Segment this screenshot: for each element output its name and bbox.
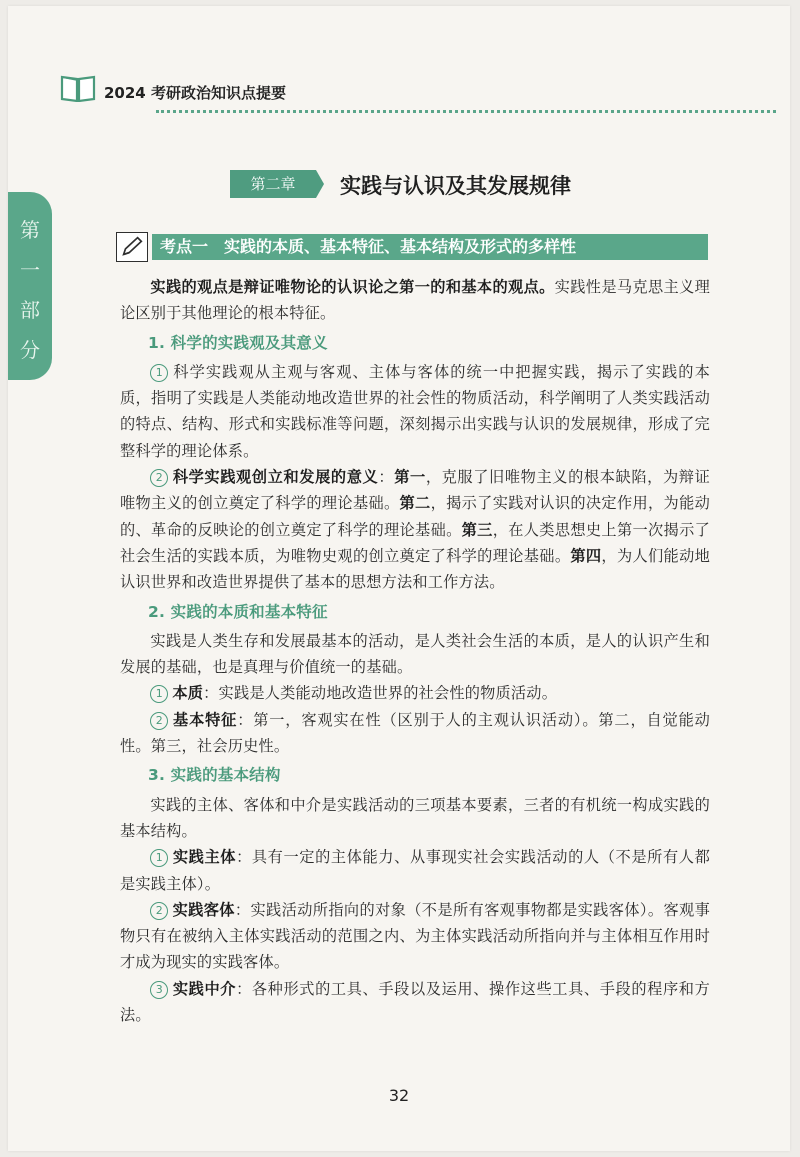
paragraph: 2 科学实践观创立和发展的意义：第一，克服了旧唯物主义的根本缺陷，为辩证唯物主义的创立奠定了科学的理论基础。第二，揭示了实践对认识的决定作用，为能动的、革命的反映论的创立奠定了科学的理论基础。第三，在人类思想史上第一次揭示了社会生活的实践本质，为唯物史观的创立奠定了科学的理论基础。第四，为人们能动地认识世界和改造世界提供了基本的思想方法和工作方法。 <box>120 468 710 592</box>
circled-number: 1 <box>150 364 168 382</box>
paragraph-label: 本质 <box>172 684 204 703</box>
paragraph-text: ，在人类思想史上第一次揭示了社会生活的实践本质，为唯物史观的创立奠定了科学的理论基础。 <box>120 520 710 565</box>
paragraph-text: ：具有一定的主体能力、从事现实社会实践活动的人（不是所有人都是实践主体）。 <box>120 848 710 893</box>
section-heading: 2. 实践的本质和基本特征 <box>148 602 328 621</box>
paragraph-text: ，克服了旧唯物主义的根本缺陷，为辩证唯物主义的创立奠定了科学的理论基础。 <box>120 468 710 513</box>
pencil-icon <box>116 232 148 262</box>
paragraph <box>120 680 710 706</box>
paragraph-label: 科学实践观创立和发展的意义 <box>172 468 379 487</box>
side-tab-char: 部 <box>20 298 40 322</box>
paragraph: 实践的主体、客体和中介是实践活动的三项基本要素，三者的有机统一构成实践的基本结构。 <box>120 795 710 840</box>
main-content <box>120 274 710 1028</box>
ordinal-label: 第一 <box>394 468 426 487</box>
circled-number: 2 <box>150 469 168 487</box>
side-tab-char: 一 <box>20 258 40 282</box>
paragraph <box>120 707 710 760</box>
side-tab-char: 第 <box>20 218 40 242</box>
intro-text: 实践性是马克思主义理论区别于其他理论的根本特征。 <box>120 278 711 323</box>
running-header <box>60 70 760 108</box>
page <box>8 6 790 1151</box>
circled-number: 2 <box>150 712 168 730</box>
paragraph: 实践是人类生存和发展最基本的活动，是人类社会生活的本质，是人的认识产生和发展的基础，也是真理与价值统一的基础。 <box>120 631 710 677</box>
paragraph <box>120 897 710 976</box>
intro-bold-text: 实践的观点是辩证唯物论的认识论之第一的和基本的观点。 <box>150 278 555 296</box>
paragraph-label: 实践主体 <box>172 848 237 867</box>
paragraph-text: 科学实践观从主观与客观、主体与客体的统一中把握实践，揭示了实践的本质，指明了实践是人类能动地改造世界的社会性的物质活动，科学阐明了人类实践活动的特点、结构、形式和实践标准等问题，深刻揭示出实践与认识的发展规律，形成了完整科学的理论体系。 <box>120 362 710 460</box>
chapter-heading <box>230 166 730 202</box>
section-heading: 1. 科学的实践观及其意义 <box>148 333 328 352</box>
open-book-icon <box>60 74 96 102</box>
part-side-tab <box>8 192 52 380</box>
paragraph-text: ，为人们能动地认识世界和改造世界提供了基本的思想方法和工作方法。 <box>120 546 710 592</box>
page-number: 32 <box>388 1086 410 1105</box>
point-title: 考点一 实践的本质、基本特征、基本结构及形式的多样性 <box>152 234 708 260</box>
circled-number: 2 <box>150 902 168 920</box>
intro-paragraph <box>120 274 710 327</box>
section-heading: 3. 实践的基本结构 <box>148 766 281 785</box>
point-banner <box>116 232 708 262</box>
chapter-badge: 第二章 <box>230 170 316 198</box>
paragraph-text: ：实践是人类能动地改造世界的社会性的物质活动。 <box>203 684 558 703</box>
ordinal-label: 第二 <box>399 494 431 513</box>
paragraph-text: ，揭示了实践对认识的决定作用，为能动的、革命的反映论的创立奠定了科学的理论基础。 <box>120 494 710 539</box>
circled-number: 1 <box>150 849 168 867</box>
paragraph <box>120 359 710 464</box>
ordinal-label: 第三 <box>461 520 493 539</box>
paragraph-text: ：第一，客观实在性（区别于人的主观认识活动）。第二，自觉能动性。第三，社会历史性。 <box>120 710 710 756</box>
circled-number: 3 <box>150 981 168 999</box>
paragraph <box>120 844 710 897</box>
side-tab-char: 分 <box>20 338 40 362</box>
header-dotted-rule <box>156 110 776 113</box>
paragraph-label: 实践客体 <box>172 900 235 919</box>
ordinal-label: 第四 <box>570 546 602 565</box>
paragraph-text: ：各种形式的工具、手段以及运用、操作这些工具、手段的程序和方法。 <box>120 979 710 1025</box>
header-title: 2024 考研政治知识点提要 <box>104 84 286 102</box>
circled-number: 1 <box>150 685 168 703</box>
chapter-title: 实践与认识及其发展规律 <box>340 174 571 198</box>
paragraph-label: 实践中介 <box>172 979 237 998</box>
paragraph-label: 基本特征 <box>172 710 238 729</box>
paragraph <box>120 976 710 1029</box>
paragraph-text: ：实践活动所指向的对象（不是所有客观事物都是实践客体）。客观事物只有在被纳入主体实践活动的范围之内、为主体实践活动所指向并与主体相互作用时才成为现实的实践客体。 <box>120 900 710 972</box>
